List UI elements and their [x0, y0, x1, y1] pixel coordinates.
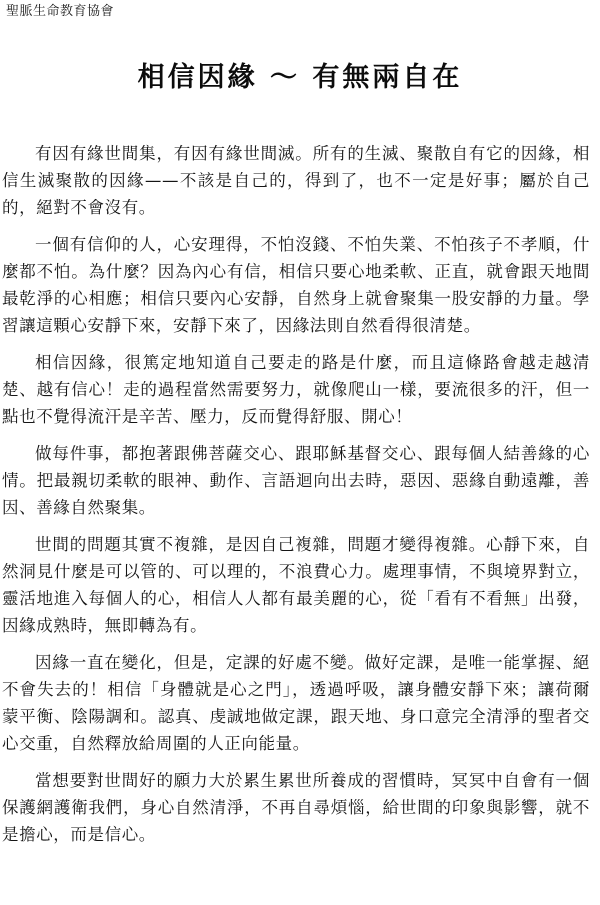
paragraph-3: 相信因緣，很篤定地知道自己要走的路是什麼，而且這條路會越走越清楚、越有信心！走的過程當然需要努力，就像爬山一樣，要流很多的汗，但一點也不覺得流汗是辛苦、壓力，反而覺得舒服、開心！ — [2, 353, 590, 426]
article-body — [0, 140, 600, 858]
paragraph-1: 有因有緣世間集，有因有緣世間滅。所有的生滅、聚散自有它的因緣，相信生滅聚散的因緣——不該是自己的，得到了，也不一定是好事；屬於自己的，絕對不會沒有。 — [2, 144, 590, 217]
paragraph-5: 世間的問題其實不複雜，是因自己複雜，問題才變得複雜。心靜下來，自然洞見什麼是可以管的、可以理的，不浪費心力。處理事情，不與境界對立，靈活地進入每個人的心，相信人人都有最美麗的心，從「看有不看無」出發，因緣成熟時，無即轉為有。 — [2, 535, 590, 635]
paragraph-4: 做每件事，都抱著跟佛菩薩交心、跟耶穌基督交心、跟每個人結善緣的心情。把最親切柔軟的眼神、動作、言語迴向出去時，惡因、惡緣自動遠離，善因、善緣自然聚集。 — [2, 444, 590, 517]
paragraph-6: 因緣一直在變化，但是，定課的好處不變。做好定課，是唯一能掌握、絕不會失去的！相信「身體就是心之門」，透過呼吸，讓身體安靜下來；讓荷爾蒙平衡、陰陽調和。認真、虔誠地做定課，跟天地、身口意完全清淨的聖者交心交重，自然釋放給周圍的人正向能量。 — [2, 653, 590, 753]
organization-header: 聖脈生命教育協會 — [6, 4, 115, 19]
article-title: 相信因緣 ～ 有無兩自在 — [137, 62, 463, 93]
paragraph-2: 一個有信仰的人，心安理得，不怕沒錢、不怕失業、不怕孩子不孝順，什麼都不怕。為什麼？因為內心有信，相信只要心地柔軟、正直，就會跟天地間最乾淨的心相應；相信只要內心安靜，自然身上就會聚集一股安靜的力量。學習讓這顆心安靜下來，安靜下來了，因緣法則自然看得很清楚。 — [2, 235, 590, 335]
paragraph-7: 當想要對世間好的願力大於累生累世所養成的習慣時，冥冥中自會有一個保護網護衛我們，身心自然清淨，不再自尋煩惱，給世間的印象與影響，就不是擔心，而是信心。 — [2, 771, 590, 844]
